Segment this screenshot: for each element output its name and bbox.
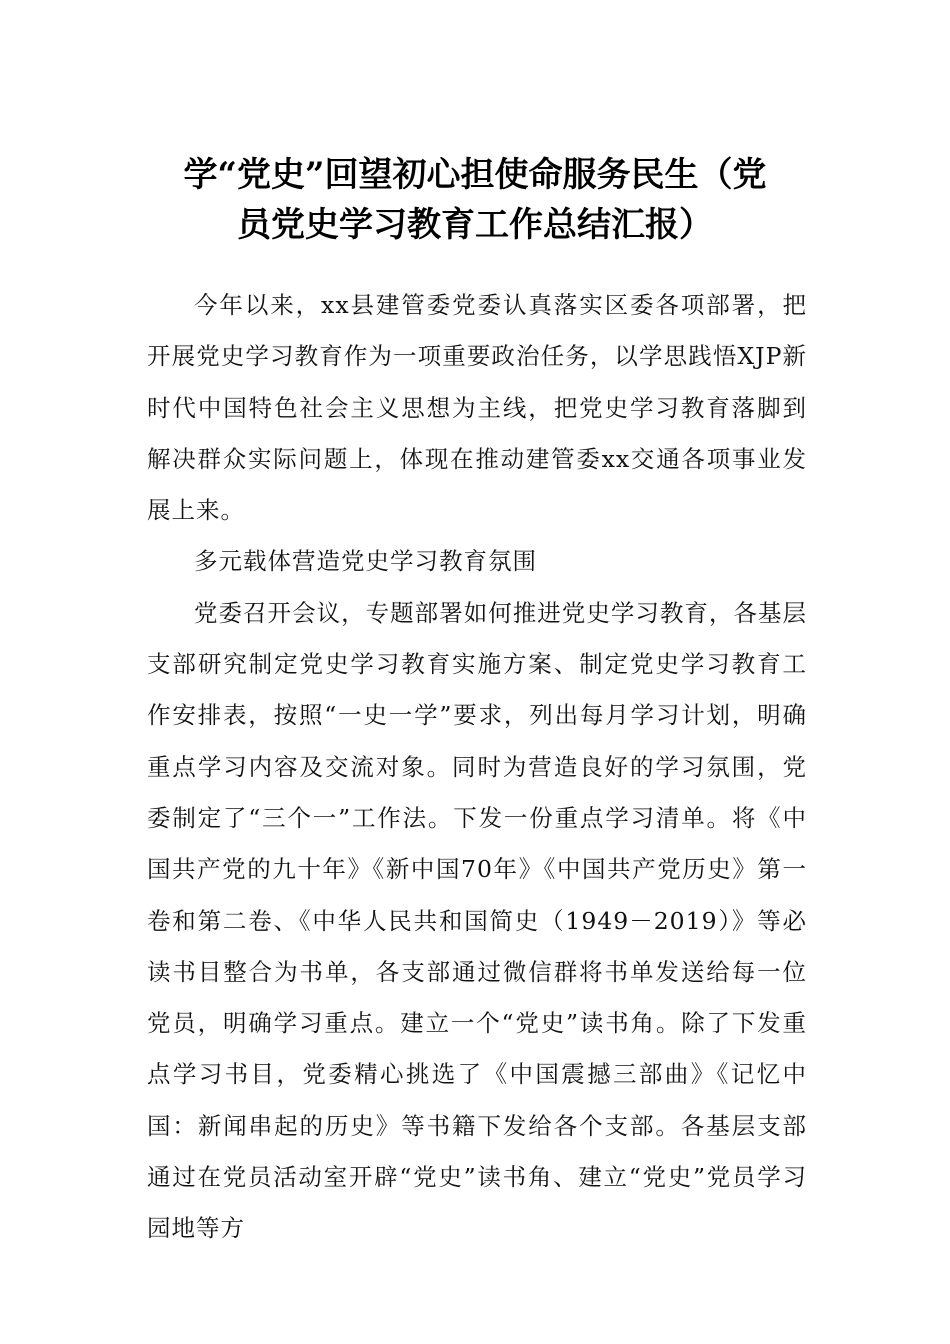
- title-line-1: 学“党史”回望初心担使命服务民生（党: [183, 155, 767, 195]
- body-paragraph: 党委召开会议，专题部署如何推进党史学习教育，各基层支部研究制定党史学习教育实施方案、制定党史学习教育工作安排表，按照“一史一学”要求，列出每月学习计划，明确重点学习内容及交流对象。同时为营造良好的学习氛围，党委制定了“三个一”工作法。下发一份重点学习清单。将《中国共产党的九十年》《新中国70年》《中国共产党历史》第一卷和第二卷、《中华人民共和国简史（1949－2019）》等必读书目整合为书单，各支部通过微信群将书单发送给每一位党员，明确学习重点。建立一个“党史”读书角。除了下发重点学习书目，党委精心挑选了《中国震撼三部曲》《记忆中国：新闻串起的历史》等书籍下发给各个支部。各基层支部通过在党员活动室开辟“党史”读书角、建立“党史”党员学习园地等方: [147, 598, 807, 1243]
- section-heading: 多元载体营造党史学习教育氛围: [194, 547, 537, 576]
- intro-paragraph: 今年以来，xx县建管委党委认真落实区委各项部署，把开展党史学习教育作为一项重要政治任务，以学思践悟XJP新时代中国特色社会主义思想为主线，把党史学习教育落脚到解决群众实际问题上，体现在推动建管委xx交通各项事业发展上来。: [147, 291, 807, 525]
- document-body: [147, 280, 807, 1255]
- title-line-2: 员党史学习教育工作总结汇报）: [237, 205, 713, 245]
- document-title: [100, 150, 850, 250]
